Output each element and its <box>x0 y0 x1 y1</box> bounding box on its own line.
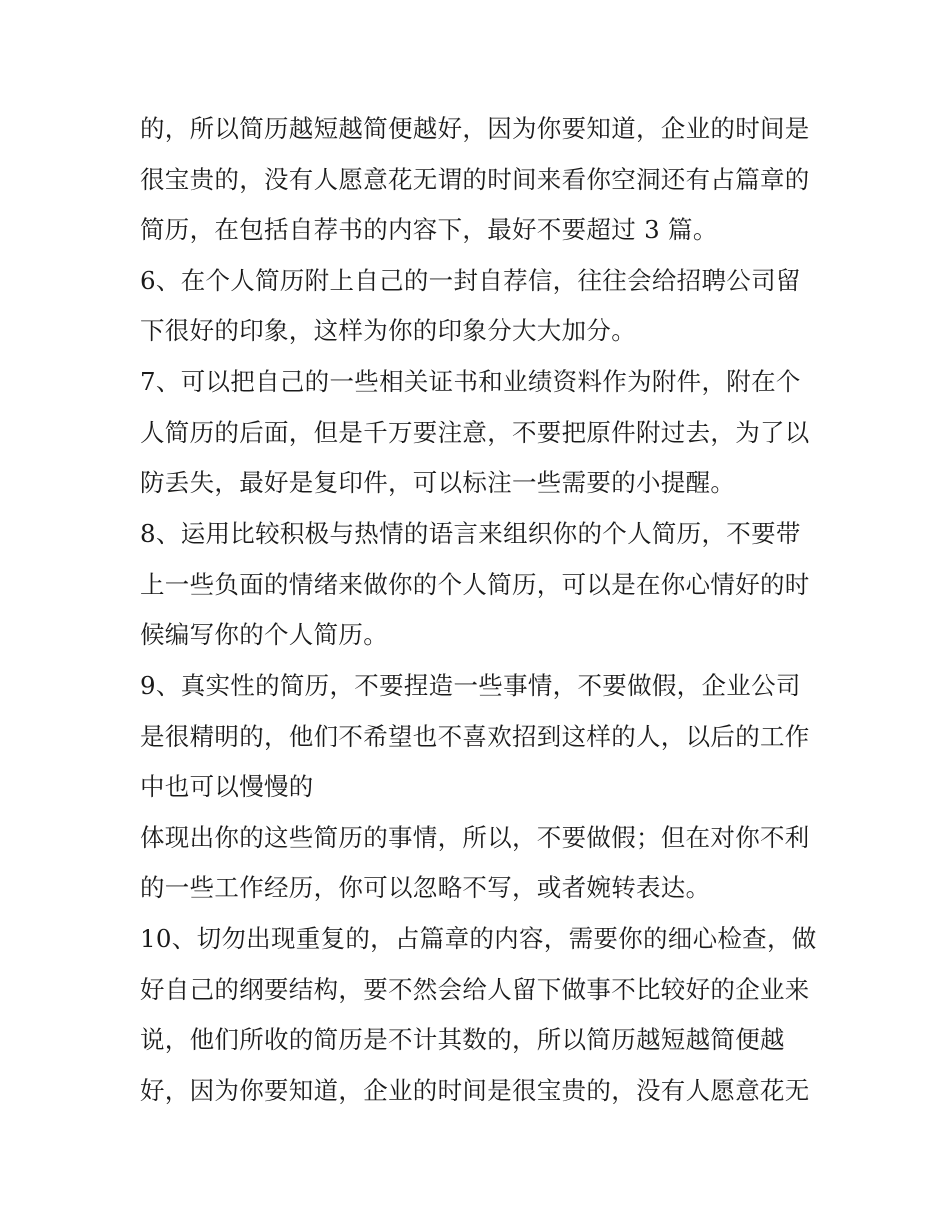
text-line: 6、在个人简历附上自己的一封自荐信，往往会给招聘公司留 <box>140 266 801 295</box>
text-line: 是很精明的，他们不希望也不喜欢招到这样的人，以后的工作 <box>140 722 810 751</box>
text-line: 上一些负面的情绪来做你的个人简历，可以是在你心情好的时 <box>140 570 810 599</box>
text-line: 好，因为你要知道，企业的时间是很宝贵的，没有人愿意花无 <box>140 1076 810 1105</box>
text-line: 7、可以把自己的一些相关证书和业绩资料作为附件，附在个 <box>140 367 801 396</box>
text-line: 很宝贵的，没有人愿意花无谓的时间来看你空洞还有占篇章的 <box>140 165 810 194</box>
text-line: 防丢失，最好是复印件，可以标注一些需要的小提醒。 <box>140 468 736 497</box>
text-line: 10、切勿出现重复的，占篇章的内容，需要你的细心检查，做 <box>140 924 817 953</box>
text-line: 中也可以慢慢的 <box>140 772 314 801</box>
text-line: 体现出你的这些简历的事情，所以，不要做假；但在对你不利 <box>140 823 810 852</box>
text-line: 8、运用比较积极与热情的语言来组织你的个人简历，不要带 <box>140 519 801 548</box>
text-line: 简历，在包括自荐书的内容下，最好不要超过 3 篇。 <box>140 215 718 244</box>
text-line: 的一些工作经历，你可以忽略不写，或者婉转表达。 <box>140 873 711 902</box>
text-line: 的，所以简历越短越简便越好，因为你要知道，企业的时间是 <box>140 114 810 143</box>
text-line: 候编写你的个人简历。 <box>140 620 388 649</box>
text-line: 说，他们所收的简历是不计其数的，所以简历越短越简便越 <box>140 1025 785 1054</box>
text-line: 下很好的印象，这样为你的印象分大大加分。 <box>140 316 636 345</box>
text-line: 人简历的后面，但是千万要注意，不要把原件附过去，为了以 <box>140 418 810 447</box>
text-line: 好自己的纲要结构，要不然会给人留下做事不比较好的企业来 <box>140 975 810 1004</box>
text-line: 9、真实性的简历，不要捏造一些事情，不要做假，企业公司 <box>140 671 801 700</box>
